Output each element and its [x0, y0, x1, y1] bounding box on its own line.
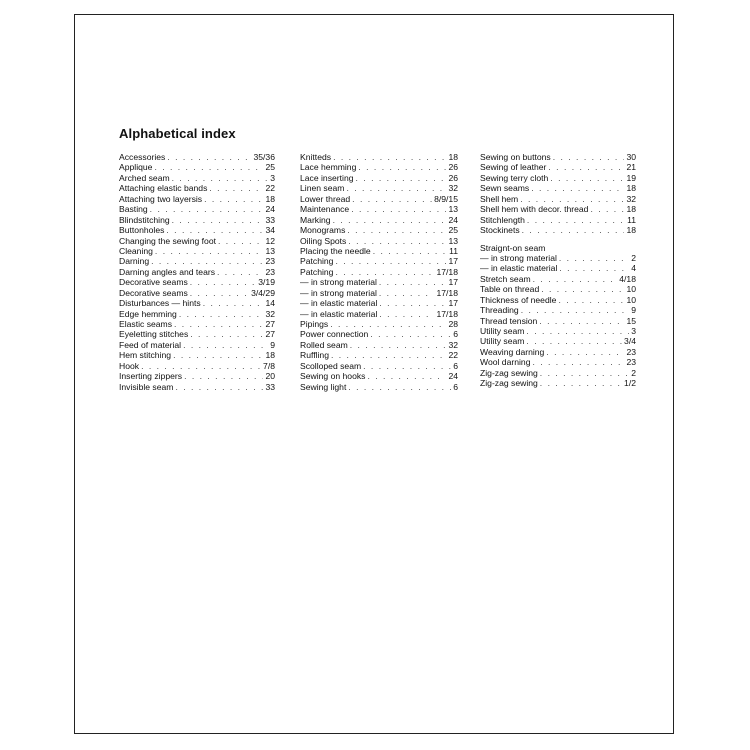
index-entry-label: Shell hem with decor. thread	[480, 204, 589, 215]
dot-leader	[347, 225, 446, 235]
index-entry-page: 2	[631, 252, 636, 263]
index-entry	[300, 382, 458, 392]
index-entry-label: Accessories	[119, 152, 166, 162]
dot-leader	[331, 350, 446, 360]
index-entry-label: Basting	[119, 204, 148, 215]
index-entry-page: 22	[265, 183, 275, 194]
index-entry-label: Ruffling	[300, 350, 329, 361]
dot-leader	[358, 162, 446, 172]
index-entry	[119, 194, 275, 204]
index-entry	[300, 162, 458, 172]
dot-leader	[379, 288, 435, 298]
index-entry-label: Stockinets	[480, 225, 520, 236]
index-entry	[119, 183, 275, 193]
index-entry	[480, 357, 636, 367]
dot-leader	[539, 316, 624, 326]
dot-leader	[335, 256, 446, 266]
index-entry-label: Patching	[300, 266, 334, 277]
dot-leader	[532, 357, 624, 367]
dot-leader	[352, 194, 432, 204]
index-entry	[119, 173, 275, 183]
index-entry-label: — in strong material	[480, 252, 557, 263]
index-entry	[300, 329, 458, 339]
dot-leader	[154, 162, 263, 172]
index-entry-page: 23	[265, 266, 275, 277]
dot-leader	[356, 173, 447, 183]
index-entry-page: 10	[626, 294, 636, 305]
index-entry-label: Lower thread	[300, 193, 351, 204]
index-entry	[300, 277, 458, 287]
index-entry-label: Rolled seam	[300, 339, 348, 350]
dot-leader	[553, 152, 625, 162]
dot-leader	[348, 382, 451, 392]
index-entry-page: 17/18	[436, 287, 458, 298]
index-entry-label: Attaching two layersis	[119, 193, 203, 204]
index-entry	[480, 183, 636, 193]
dot-leader	[175, 382, 263, 392]
index-entry-page: 23	[265, 256, 275, 267]
index-entry	[480, 347, 636, 357]
index-column-1	[119, 152, 275, 392]
dot-leader	[526, 336, 622, 346]
index-entry-page: 9	[270, 339, 275, 350]
dot-leader	[172, 173, 269, 183]
dot-leader	[558, 295, 624, 305]
index-entry	[119, 152, 275, 162]
index-entry-label: Disturbances — hints	[119, 298, 201, 309]
index-entry-label: Buttonholes	[119, 225, 165, 236]
dot-leader	[348, 236, 446, 246]
index-entry-label: Knitteds	[300, 152, 332, 162]
index-entry-page: 6	[453, 329, 458, 340]
index-entry-page: 23	[626, 346, 636, 357]
index-column-2	[300, 152, 458, 392]
index-entry	[300, 371, 458, 381]
index-entry	[119, 329, 275, 339]
index-entry-label: Darning angles and tears	[119, 266, 216, 277]
index-entry-page: 13	[448, 235, 458, 246]
index-entry	[480, 336, 636, 346]
index-entry-page: 12	[265, 235, 275, 246]
index-entry-page: 24	[448, 214, 458, 225]
index-entry-label: Edge hemming	[119, 308, 177, 319]
dot-leader	[333, 215, 447, 225]
index-entry-label: Lace inserting	[300, 172, 354, 183]
dot-leader	[559, 253, 629, 263]
index-entry	[300, 236, 458, 246]
dot-leader	[172, 215, 264, 225]
index-entry	[300, 204, 458, 214]
index-entry-page: 8/9/15	[434, 193, 458, 204]
index-entry	[480, 194, 636, 204]
index-entry-label: Feed of material	[119, 339, 182, 350]
index-entry-page: 21	[626, 162, 636, 173]
index-entry-page: 3	[270, 172, 275, 183]
index-entry-page: 9	[631, 305, 636, 316]
index-entry	[300, 246, 458, 256]
index-entry-label: Pipings	[300, 319, 329, 329]
dot-leader	[335, 267, 434, 277]
dot-leader	[174, 319, 263, 329]
dot-leader	[520, 194, 624, 204]
index-entry-label: Changing the sewing foot	[119, 235, 216, 246]
index-entry-page: 7/8	[263, 360, 275, 371]
index-entry-page: 28	[448, 319, 458, 329]
index-entry-page: 18	[626, 225, 636, 236]
index-entry-label: Thickness of needle	[480, 294, 557, 305]
dot-leader	[373, 246, 447, 256]
index-entry	[480, 243, 636, 253]
index-entry-page: 18	[626, 204, 636, 215]
index-entry-page: 33	[265, 214, 275, 225]
index-entry-page: 3/4/29	[251, 287, 275, 298]
dot-leader	[521, 305, 630, 315]
index-entry-label: Hem stitching	[119, 350, 172, 361]
index-entry	[480, 162, 636, 172]
index-entry-page: 27	[265, 319, 275, 329]
index-entry-label: Attaching elastic bands	[119, 183, 208, 194]
index-entry-label: — in strong material	[300, 277, 377, 288]
dot-leader	[541, 284, 624, 294]
dot-leader	[540, 368, 629, 378]
index-entry	[119, 319, 275, 329]
index-entry-label: Decorative seams	[119, 287, 188, 298]
index-entry-page: 25	[265, 162, 275, 173]
dot-leader	[190, 288, 249, 298]
index-entry-label: Sewn seams	[480, 183, 530, 194]
index-entry	[480, 263, 636, 273]
index-entry	[300, 350, 458, 360]
index-entry-page: 18	[265, 350, 275, 361]
index-entry-label: Table on thread	[480, 284, 540, 295]
index-entry-page: 30	[626, 152, 636, 162]
index-entry-page: 35/36	[253, 152, 275, 162]
index-entry-label: Maintenance	[300, 204, 350, 215]
index-entry	[300, 215, 458, 225]
index-entry	[480, 295, 636, 305]
index-entry	[300, 340, 458, 350]
dot-leader	[167, 152, 251, 162]
index-entry-label: Lace hemming	[300, 162, 357, 173]
dot-leader	[350, 340, 447, 350]
index-entry	[480, 225, 636, 235]
index-entry	[119, 215, 275, 225]
index-entry	[119, 277, 275, 287]
index-entry-label: Applique	[119, 162, 153, 173]
index-entry-label: — in elastic material	[480, 263, 558, 274]
dot-leader	[151, 256, 263, 266]
index-entry-label: Utility seam	[480, 336, 525, 347]
index-entry	[119, 340, 275, 350]
dot-leader	[548, 162, 624, 172]
index-entry-page: 4/18	[619, 273, 636, 284]
index-entry-label: Scolloped seam	[300, 360, 362, 371]
index-entry-label: Placing the needle	[300, 245, 371, 256]
index-entry	[480, 204, 636, 214]
index-entry	[119, 225, 275, 235]
index-entry-label: Power connection	[300, 329, 369, 340]
index-entry-page: 17/18	[436, 308, 458, 319]
index-entry-label: Eyeletting stitches	[119, 329, 189, 340]
index-entry-label: Shell hem	[480, 193, 519, 204]
index-entry-label: Sewing on hooks	[300, 371, 366, 382]
index-entry-page: 3/19	[258, 277, 275, 288]
index-entry	[119, 236, 275, 246]
index-entry-page: 18	[448, 152, 458, 162]
index-entry-label: Sewing of leather	[480, 162, 547, 173]
dot-leader	[559, 263, 629, 273]
index-entry-page: 3/4	[624, 336, 636, 347]
index-entry-label: Blindstitching	[119, 214, 170, 225]
index-entry-label: Darning	[119, 256, 150, 267]
index-entry-label: Utility seam	[480, 326, 525, 336]
index-entry-page: 13	[448, 204, 458, 215]
dot-leader	[150, 204, 264, 214]
index-entry-label: — in elastic material	[300, 308, 378, 319]
index-entry	[119, 361, 275, 371]
index-entry	[300, 288, 458, 298]
dot-leader	[540, 378, 622, 388]
index-entry-label: — in strong material	[300, 287, 377, 298]
index-entry-label: Oiling Spots	[300, 235, 347, 246]
index-entry-page: 24	[448, 371, 458, 382]
index-entry	[300, 298, 458, 308]
index-entry	[480, 152, 636, 162]
index-entry-page: 13	[265, 245, 275, 256]
index-entry	[300, 267, 458, 277]
index-entry-page: 32	[265, 308, 275, 319]
index-entry	[119, 371, 275, 381]
index-entry-page: 17/18	[436, 266, 458, 277]
index-entry-label: Zig-zag sewing	[480, 367, 538, 378]
index-entry-page: 24	[265, 204, 275, 215]
index-entry-label: Thread tension	[480, 315, 538, 326]
index-entry-page: 6	[453, 381, 458, 392]
index-entry-page: 34	[265, 225, 275, 236]
dot-leader	[190, 329, 263, 339]
dot-leader	[203, 298, 264, 308]
index-entry	[119, 267, 275, 277]
index-entry-label: Zig-zag sewing	[480, 378, 538, 389]
index-entry-page: 6	[453, 360, 458, 371]
index-entry-label: Invisible seam	[119, 381, 174, 392]
index-entry-page: 32	[626, 193, 636, 204]
index-entry-page: 18	[626, 183, 636, 194]
dot-leader	[550, 173, 624, 183]
index-entry-label: Sewing terry cloth	[480, 172, 549, 183]
index-entry-label: Weaving darning	[480, 346, 545, 357]
index-column-3	[480, 152, 636, 389]
index-entry-page: 32	[448, 183, 458, 194]
dot-leader	[379, 298, 446, 308]
dot-leader	[333, 152, 446, 162]
index-entry-page: 32	[448, 339, 458, 350]
index-entry-page: 33	[265, 381, 275, 392]
index-entry-page: 14	[265, 298, 275, 309]
index-entry	[480, 284, 636, 294]
dot-leader	[370, 329, 451, 339]
dot-leader	[217, 267, 263, 277]
index-entry-label: Inserting zippers	[119, 371, 183, 382]
index-entry-page: 3	[631, 326, 636, 336]
index-entry-page: 11	[449, 245, 458, 256]
index-entry	[119, 162, 275, 172]
index-entry	[480, 368, 636, 378]
index-entry-page: 17	[448, 298, 458, 309]
index-entry-page: 26	[448, 172, 458, 183]
dot-leader	[179, 309, 264, 319]
index-entry	[300, 173, 458, 183]
index-entry	[119, 288, 275, 298]
dot-leader	[522, 225, 625, 235]
index-entry	[480, 305, 636, 315]
index-entry	[300, 256, 458, 266]
index-entry-page: 10	[626, 284, 636, 295]
index-entry	[300, 183, 458, 193]
index-entry-page: 22	[448, 350, 458, 361]
index-entry-page: 26	[448, 162, 458, 173]
index-entry	[300, 152, 458, 162]
index-entry	[119, 256, 275, 266]
index-entry-page: 19	[626, 172, 636, 183]
index-entry	[119, 309, 275, 319]
index-entry-label: Stitchlength	[480, 214, 525, 225]
dot-leader	[367, 371, 446, 381]
index-entry	[300, 309, 458, 319]
index-entry-label: Threading	[480, 305, 519, 316]
index-entry-label: Stretch seam	[480, 273, 531, 284]
index-entry-label: Hook	[119, 360, 140, 371]
dot-leader	[546, 347, 624, 357]
index-entry-page: 11	[627, 214, 636, 225]
dot-leader	[531, 183, 624, 193]
index-entry	[480, 215, 636, 225]
index-entry-label: Sewing on buttons	[480, 152, 551, 162]
dot-leader	[526, 326, 629, 336]
dot-leader	[183, 340, 268, 350]
dot-leader	[527, 215, 625, 225]
index-entry-page: 17	[448, 277, 458, 288]
index-entry	[480, 378, 636, 388]
index-entry	[119, 298, 275, 308]
index-entry	[300, 194, 458, 204]
index-entry-page: 17	[448, 256, 458, 267]
index-entry	[119, 246, 275, 256]
index-entry-page: 18	[265, 193, 275, 204]
index-entry-page: 20	[265, 371, 275, 382]
index-entry	[119, 204, 275, 214]
index-entry	[480, 316, 636, 326]
dot-leader	[184, 371, 263, 381]
index-entry-page: 1/2	[624, 378, 636, 389]
dot-leader	[155, 246, 264, 256]
index-entry	[300, 225, 458, 235]
index-entry-label: Cleaning	[119, 245, 153, 256]
index-entry-page: 2	[631, 367, 636, 378]
dot-leader	[346, 183, 446, 193]
index-entry	[480, 326, 636, 336]
dot-leader	[209, 183, 263, 193]
index-entry	[480, 173, 636, 183]
dot-leader	[533, 274, 618, 284]
index-entry-label: Marking	[300, 214, 331, 225]
index-title: Alphabetical index	[119, 126, 236, 141]
dot-leader	[204, 194, 263, 204]
index-entry-label: Elastic seams	[119, 319, 173, 329]
index-entry-page: 15	[626, 315, 636, 326]
dot-leader	[190, 277, 256, 287]
index-entry-label: — in elastic material	[300, 298, 378, 309]
index-entry-page: 25	[448, 225, 458, 236]
index-entry-page: 23	[626, 357, 636, 368]
index-entry-page: 4	[631, 263, 636, 274]
dot-leader	[590, 204, 624, 214]
dot-leader	[141, 361, 261, 371]
dot-leader	[218, 236, 263, 246]
dot-leader	[351, 204, 446, 214]
index-entry-label: Patching	[300, 256, 334, 267]
dot-leader	[363, 361, 451, 371]
index-entry	[119, 350, 275, 360]
dot-leader	[379, 277, 447, 287]
index-entry-page: 27	[265, 329, 275, 340]
index-entry	[480, 253, 636, 263]
index-entry-label: Wool darning	[480, 357, 531, 368]
dot-leader	[166, 225, 263, 235]
dot-leader	[379, 309, 434, 319]
dot-leader	[330, 319, 446, 329]
index-entry	[300, 319, 458, 329]
index-entry-label: Linen seam	[300, 183, 345, 194]
index-entry-label: Sewing light	[300, 381, 347, 392]
index-entry-label: Arched seam	[119, 172, 170, 183]
index-entry-label: Straignt-on seam	[480, 242, 546, 253]
index-entry-label: Decorative seams	[119, 277, 188, 288]
index-entry	[119, 382, 275, 392]
index-entry	[300, 361, 458, 371]
dot-leader	[173, 350, 263, 360]
index-entry	[480, 274, 636, 284]
index-entry-label: Monograms	[300, 225, 346, 236]
